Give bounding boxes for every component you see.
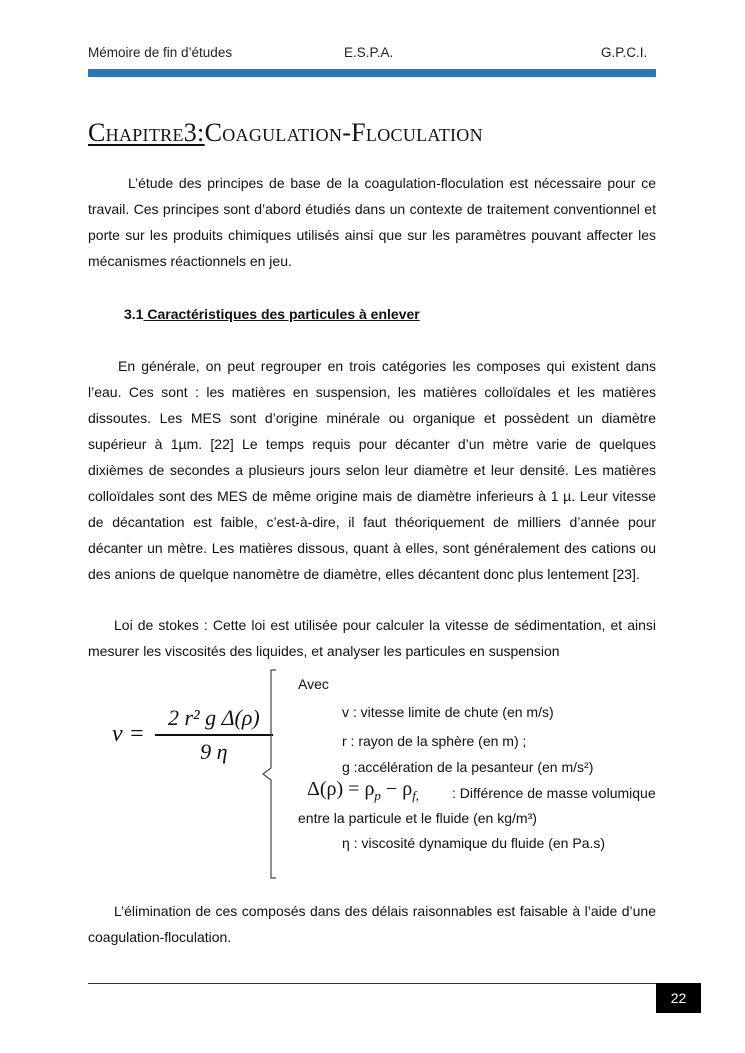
variable-eta: η : viscosité dynamique du fluide (en Pa.s) xyxy=(342,835,606,851)
header-bar xyxy=(88,69,656,77)
formula-numerator: 2 r² g Δ(ρ) xyxy=(167,705,260,730)
chapter-label: Chapitre3: xyxy=(88,118,205,147)
chapter-title xyxy=(88,118,483,148)
variable-v: v : vitesse limite de chute (en m/s) xyxy=(342,704,554,720)
delta-rho-formula xyxy=(307,778,419,804)
section-title: Caractéristiques des particules à enlever xyxy=(147,306,420,322)
variable-r: r : rayon de la sphère (en m) ; xyxy=(342,733,527,749)
formula-lhs: v = xyxy=(112,721,145,748)
header-center: E.S.P.A. xyxy=(344,45,394,60)
curly-brace xyxy=(258,668,282,880)
page-number: 22 xyxy=(656,983,701,1013)
variable-g: g :accélération de la pesanteur (en m/s²) xyxy=(342,759,594,775)
variable-delta-desc: : Différence de masse volumique xyxy=(452,785,656,801)
formula-denominator: 9 η xyxy=(200,738,228,764)
variables-avec: Avec xyxy=(298,676,329,692)
delta-lhs: Δ(ρ) = ρ xyxy=(307,778,375,800)
header-right: G.P.C.I. xyxy=(601,45,648,60)
section-number: 3.1 xyxy=(124,306,144,322)
delta-sub-p: p xyxy=(374,788,381,803)
section-paragraph: En générale, on peut regrouper en trois catégories les composes qui existent dans l’eau. Ces sont : les matières en suspension, les matières colloïdales et les matières dissoutes. Les MES sont d’origine minérale ou organique et possèdent un diamètre supérieur à 1µm. [22] Le temps requis pour décanter d’un mètre varie de quelques dixièmes de secondes a plusieurs jours selon leur diamètre et leur densité. Les matières colloïdales sont des MES de même origine mais de diamètre inferieurs à 1 µ. Leur vitesse de décantation est faible, c’est-à-dire, il faut théoriquement de milliers d’année pour décanter un mètre. Les matières dissous, quant à elles, sont généralement des cations ou des anions de quelque nanomètre de diamètre, elles décantent donc plus lentement [23]. xyxy=(88,358,656,582)
delta-sub-f: f, xyxy=(412,788,420,803)
closing-paragraph: L’élimination de ces composés dans des délais raisonnables est faisable à l’aide d’une coagulation-floculation. xyxy=(88,903,656,945)
header-left: Mémoire de fin d’études xyxy=(88,45,233,60)
variable-delta-desc-cont: entre la particule et le fluide (en kg/m³) xyxy=(298,810,537,826)
stokes-formula xyxy=(112,705,273,765)
chapter-name: Coagulation-Floculation xyxy=(204,118,483,147)
delta-minus: − ρ xyxy=(380,778,413,800)
intro-paragraph: L’étude des principes de base de la coagulation-floculation est nécessaire pour ce travail. Ces principes sont d’abord étudiés dans un contexte de traitement conventionnel et porte sur les produits chimiques utilisés ainsi que sur les paramètres pouvant affecter les mécanismes réactionnels en jeu. xyxy=(88,175,656,269)
stokes-paragraph: Loi de stokes : Cette loi est utilisée pour calculer la vitesse de sédimentation, et ainsi mesurer les viscosités des liquides, et analyser les particules en suspension xyxy=(88,617,656,659)
fraction-bar xyxy=(155,734,273,736)
section-heading xyxy=(124,306,420,322)
footer-rule xyxy=(88,983,656,984)
